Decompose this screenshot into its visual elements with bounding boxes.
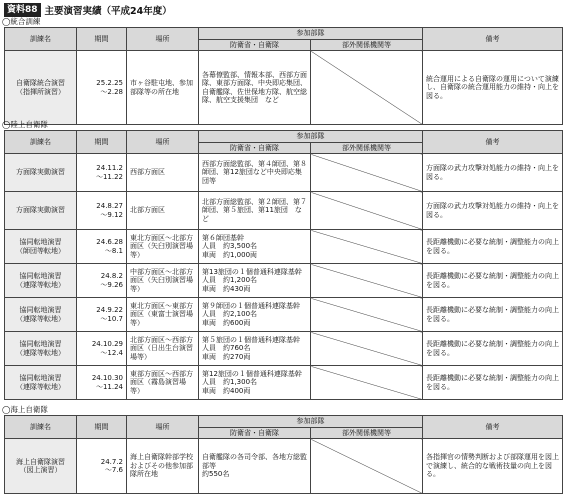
exercise-remarks: 統合運用による自衛隊の運用について演練し、自衛隊の統合運用能力の維持・向上を図る。 [423, 51, 563, 125]
exercise-place: 中部方面区〜北部方面区（矢臼別演習場等） [127, 264, 199, 298]
exercise-external-empty [311, 51, 423, 125]
exercise-external-empty [311, 439, 423, 494]
column-header-remarks: 備考 [423, 416, 563, 439]
exercise-name: 海上自衛隊演習 （図上演習） [5, 439, 77, 494]
exercise-external-empty [311, 332, 423, 366]
exercise-place: 海上自衛隊幹部学校およびその他参加部隊所在地 [127, 439, 199, 494]
exercise-table [4, 415, 563, 494]
exercise-external-empty [311, 298, 423, 332]
exercise-place: 市ヶ谷駐屯地、参加部隊等の所在地 [127, 51, 199, 125]
period-end: 〜7.6 [104, 466, 123, 475]
period-start: 24.8.2 [100, 272, 123, 281]
exercise-name: 協同転地演習 （連隊等転地） [5, 366, 77, 400]
exercise-name: 自衛隊統合演習 （指揮所演習） [5, 51, 77, 125]
period-end: 〜10.7 [100, 314, 123, 323]
exercise-remarks: 長距離機動に必要な統制・調整能力の向上を図る。 [423, 332, 563, 366]
column-header-name: 訓練名 [5, 416, 77, 439]
period-end: 〜11.24 [95, 382, 123, 391]
exercise-place: 西部方面区 [127, 154, 199, 192]
header-row [5, 131, 563, 143]
section-title: ◯統合訓練 [2, 17, 41, 26]
exercise-period [77, 298, 127, 332]
section-title: ◯陸上自衛隊 [2, 120, 48, 129]
table-row [5, 192, 563, 230]
period-start: 24.10.29 [91, 340, 123, 349]
table-row [5, 439, 563, 494]
exercise-external-empty [311, 192, 423, 230]
period-end: 〜2.28 [100, 87, 123, 96]
column-header-name: 訓練名 [5, 131, 77, 154]
exercise-table [4, 130, 563, 400]
column-header-external: 部外関係機関等 [311, 142, 423, 154]
exercise-period [77, 439, 127, 494]
exercise-sdf-units: 北部方面総監部、第２師団、第７師団、第５旅団、第11旅団 など [199, 192, 311, 230]
exercise-name: 協同転地演習 （連隊等転地） [5, 298, 77, 332]
column-header-participants: 参加部隊 [199, 28, 423, 40]
period-start: 24.10.30 [91, 374, 123, 383]
column-header-participants: 参加部隊 [199, 131, 423, 143]
period-start: 24.8.27 [96, 202, 123, 211]
period-end: 〜8.1 [104, 246, 123, 255]
exercise-sdf-units: 第６師団基幹 人員 約3,500名 車両 約1,000両 [199, 230, 311, 264]
exercise-external-empty [311, 366, 423, 400]
column-header-period: 期間 [77, 131, 127, 154]
column-header-external: 部外関係機関等 [311, 427, 423, 439]
exercise-external-empty [311, 230, 423, 264]
exercise-remarks: 各指揮官の情勢判断および部隊運用を図上で演練し、統合的な戦術技量の向上を図る。 [423, 439, 563, 494]
section-title: ◯海上自衛隊 [2, 405, 48, 414]
column-header-remarks: 備考 [423, 28, 563, 51]
exercise-period [77, 154, 127, 192]
table-row [5, 154, 563, 192]
exercise-name: 協同転地演習 （連隊等転地） [5, 332, 77, 366]
exercise-period [77, 332, 127, 366]
column-header-sdf: 防衛省・自衛隊 [199, 142, 311, 154]
exercise-external-empty [311, 264, 423, 298]
exercise-period [77, 264, 127, 298]
period-start: 25.2.25 [96, 79, 123, 88]
exercise-external-empty [311, 154, 423, 192]
column-header-place: 場所 [127, 131, 199, 154]
period-end: 〜12.4 [100, 348, 123, 357]
table-row [5, 264, 563, 298]
exercise-remarks: 長距離機動に必要な統制・調整能力の向上を図る。 [423, 264, 563, 298]
column-header-remarks: 備考 [423, 131, 563, 154]
exercise-place: 東部方面区〜西部方面区（霧島演習場等） [127, 366, 199, 400]
document-title: 主要演習実績（平成24年度） [44, 5, 172, 17]
exercise-period [77, 230, 127, 264]
table-row [5, 298, 563, 332]
exercise-sdf-units: 自衛艦隊の各司令部、各地方総監部等 約550名 [199, 439, 311, 494]
period-end: 〜11.22 [95, 172, 123, 181]
period-start: 24.9.22 [96, 306, 123, 315]
column-header-place: 場所 [127, 416, 199, 439]
exercise-sdf-units: 各幕僚監部、情報本部、西部方面隊、東部方面隊、中央即応集団、自衛艦隊、佐世保地方隊、航空総隊、航空支援集団 など [199, 51, 311, 125]
column-header-external: 部外関係機関等 [311, 39, 423, 51]
column-header-sdf: 防衛省・自衛隊 [199, 39, 311, 51]
period-end: 〜9.12 [100, 210, 123, 219]
exercise-remarks: 長距離機動に必要な統制・調整能力の向上を図る。 [423, 230, 563, 264]
exercise-name: 方面隊実動演習 [5, 154, 77, 192]
header-row [5, 416, 563, 428]
exercise-place: 北部方面区 [127, 192, 199, 230]
exercise-remarks: 方面隊の武力攻撃対処能力の維持・向上を図る。 [423, 192, 563, 230]
exercise-period [77, 51, 127, 125]
exercise-place: 東北方面区〜東部方面区（東富士演習場等） [127, 298, 199, 332]
exercise-name: 協同転地演習 （連隊等転地） [5, 264, 77, 298]
period-end: 〜9.26 [100, 280, 123, 289]
header-row [5, 28, 563, 40]
table-row [5, 366, 563, 400]
table-row [5, 230, 563, 264]
exercise-table [4, 27, 563, 125]
exercise-name: 方面隊実動演習 [5, 192, 77, 230]
exercise-remarks: 方面隊の武力攻撃対処能力の維持・向上を図る。 [423, 154, 563, 192]
period-start: 24.7.2 [100, 457, 123, 466]
document-tag: 資料88 [4, 3, 41, 17]
period-start: 24.11.2 [96, 164, 123, 173]
exercise-sdf-units: 第５旅団の１個普通科連隊基幹 人員 約760名 車両 約270両 [199, 332, 311, 366]
table-row [5, 332, 563, 366]
exercise-sdf-units: 西部方面総監部、第４師団、第８師団、第12旅団など中央即応集団等 [199, 154, 311, 192]
column-header-period: 期間 [77, 416, 127, 439]
exercise-sdf-units: 第13旅団の１個普通科連隊基幹 人員 約1,200名 車両 約430両 [199, 264, 311, 298]
exercise-remarks: 長距離機動に必要な統制・調整能力の向上を図る。 [423, 366, 563, 400]
exercise-period [77, 192, 127, 230]
column-header-place: 場所 [127, 28, 199, 51]
exercise-place: 東北方面区〜北部方面区（矢臼別演習場等） [127, 230, 199, 264]
column-header-period: 期間 [77, 28, 127, 51]
document-header [4, 2, 172, 17]
exercise-sdf-units: 第９師団の１個普通科連隊基幹 人員 約2,100名 車両 約600両 [199, 298, 311, 332]
exercise-sdf-units: 第12旅団の１個普通科連隊基幹 人員 約1,300名 車両 約400両 [199, 366, 311, 400]
exercise-period [77, 366, 127, 400]
exercise-place: 北部方面区〜西部方面区（日出生台演習場等） [127, 332, 199, 366]
exercise-remarks: 長距離機動に必要な統制・調整能力の向上を図る。 [423, 298, 563, 332]
period-start: 24.6.28 [96, 238, 123, 247]
exercise-name: 協同転地演習 （師団等転地） [5, 230, 77, 264]
column-header-name: 訓練名 [5, 28, 77, 51]
column-header-participants: 参加部隊 [199, 416, 423, 428]
table-row [5, 51, 563, 125]
column-header-sdf: 防衛省・自衛隊 [199, 427, 311, 439]
